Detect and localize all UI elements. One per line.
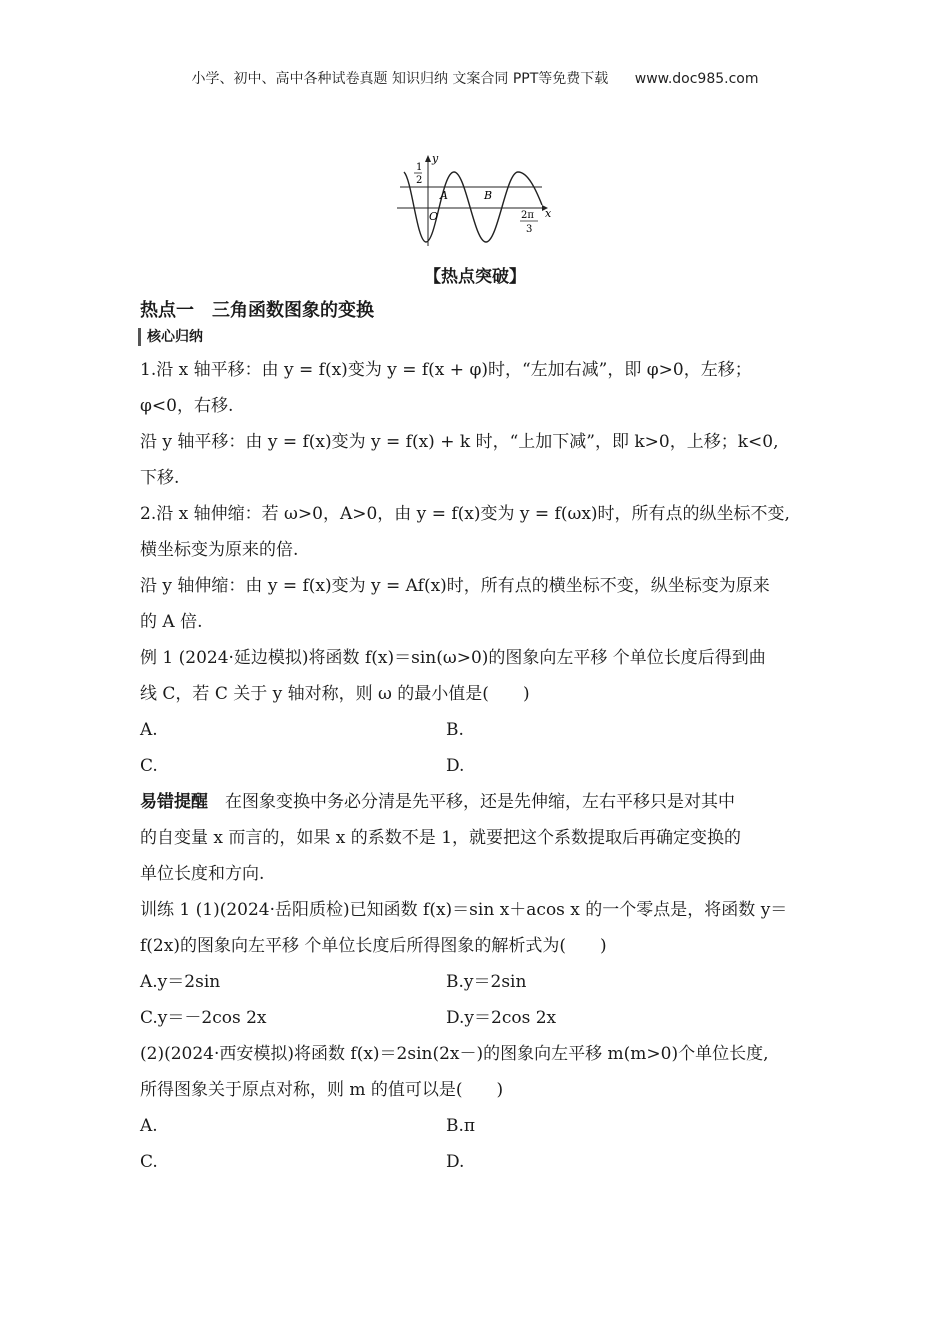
rule-y-shift: 沿 y 轴平移：由 y = f(x)变为 y = f(x) + k 时，“上加下减”，即 k>0，上移；k<0,: [140, 432, 779, 452]
error-tip-cont2: 单位长度和方向.: [140, 864, 265, 884]
rule-x-stretch-cont: 横坐标变为原来的倍.: [140, 540, 299, 560]
training-1-question-cont: f(2x)的图象向左平移 个单位长度后所得图象的解析式为( ): [140, 936, 607, 956]
half-numerator: 1: [416, 162, 423, 173]
option-C: C.: [140, 756, 158, 776]
header-site[interactable]: www.doc985.com: [634, 71, 759, 87]
rule-y-shift-cont: 下移.: [140, 468, 180, 488]
y-axis-arrow: [425, 155, 431, 162]
rule-y-stretch-cont: 的 A 倍.: [140, 612, 203, 632]
example-1-options-row1: [140, 712, 820, 748]
point-A-label: A: [440, 189, 448, 202]
sine-curve: [404, 172, 542, 242]
example-1-question: 例 1 (2024·延边模拟)将函数 f(x)＝sin(ω>0)的图象向左平移 个单位长度后得到曲: [140, 648, 766, 668]
point-B-label: B: [484, 189, 493, 202]
option-A: A.: [140, 1116, 158, 1136]
header-text: 小学、初中、高中各种试卷真题 知识归纳 文案合同 PPT等免费下载: [191, 71, 609, 87]
rule-x-stretch: 2.沿 x 轴伸缩：若 ω>0，A>0，由 y = f(x)变为 y = f(ωx)时，所有点的纵坐标不变,: [140, 504, 790, 524]
option-D: D.y＝2cos 2x: [446, 1008, 557, 1028]
error-tip-cont1: 的自变量 x 而言的，如果 x 的系数不是 1，就要把这个系数提取后再确定变换的: [140, 828, 742, 848]
example-1-options-row2: [140, 748, 820, 784]
option-C: C.: [140, 1152, 158, 1172]
rule-x-shift-cont: φ<0，右移.: [140, 396, 234, 416]
error-tip-text: 在图象变换中务必分清是先平移，还是先伸缩，左右平移只是对其中: [208, 792, 735, 812]
sine-graph-figure: [392, 150, 562, 250]
option-D: D.: [446, 756, 465, 776]
training-2-options-row1: [140, 1108, 820, 1144]
core-summary-title: 核心归纳: [138, 328, 820, 346]
section-title: 【热点突破】: [424, 267, 526, 287]
option-B: B.y＝2sin: [446, 972, 527, 992]
origin-label: O: [429, 210, 439, 223]
option-A: A.y＝2sin: [140, 972, 221, 992]
x-label: x: [545, 207, 552, 220]
error-tip-label: 易错提醒: [140, 792, 208, 812]
option-B: B.: [446, 720, 464, 740]
option-D: D.: [446, 1152, 465, 1172]
training-1-options-row2: [140, 1000, 820, 1036]
hot-topic-title: 热点一 三角函数图象的变换: [140, 300, 374, 321]
half-denominator: 2: [416, 175, 423, 186]
option-C: C.y＝－2cos 2x: [140, 1008, 267, 1028]
example-1-question-cont: 线 C，若 C 关于 y 轴对称，则 ω 的最小值是( ): [140, 684, 530, 704]
option-A: A.: [140, 720, 158, 740]
main-content: [140, 296, 820, 1180]
training-1-question: 训练 1 (1)(2024·岳阳质检)已知函数 f(x)＝sin x＋acos x 的一个零点是，将函数 y＝: [140, 900, 788, 920]
rule-x-shift: 1.沿 x 轴平移：由 y = f(x)变为 y = f(x + φ)时，“左加右减”，即 φ>0，左移；: [140, 360, 752, 380]
page-header: [0, 68, 950, 88]
training-1-options-row1: [140, 964, 820, 1000]
error-tip: [140, 784, 820, 820]
rule-y-stretch: 沿 y 轴伸缩：由 y = f(x)变为 y = Af(x)时，所有点的横坐标不变，纵坐标变为原来: [140, 576, 770, 596]
training-2-question-cont: 所得图象关于原点对称，则 m 的值可以是( ): [140, 1080, 504, 1100]
tick-numerator: 2π: [521, 210, 534, 221]
tick-denominator: 3: [526, 224, 533, 235]
option-B: B.π: [446, 1116, 476, 1136]
training-2-question: (2)(2024·西安模拟)将函数 f(x)＝2sin(2x－)的图象向左平移 m(m>0)个单位长度,: [140, 1044, 769, 1064]
training-2-options-row2: [140, 1144, 820, 1180]
y-label: y: [432, 152, 439, 165]
